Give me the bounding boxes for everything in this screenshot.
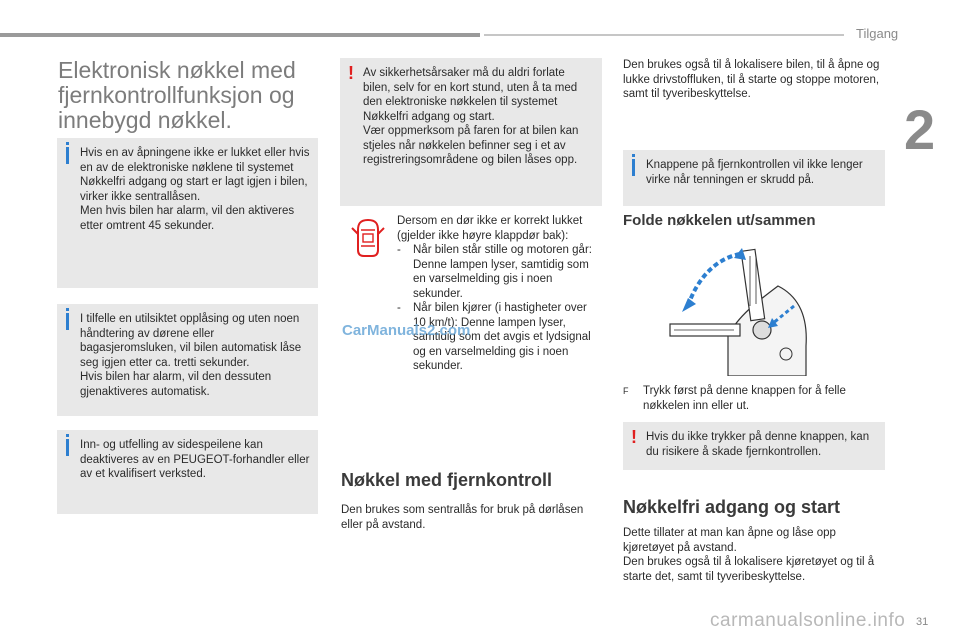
- list-item: - Når bilen står stille og motoren går: Denne lampen lyser, samtidig som en varselmelding gis i noen sekunder.: [397, 244, 592, 300]
- watermark-carmanualsonline: carmanualsonline.info: [710, 610, 906, 631]
- header-bar-thin: [484, 34, 844, 36]
- remote-key-text: Den brukes som sentrallås for bruk på dørlåsen eller på avstand.: [341, 504, 584, 531]
- info-box-text: Hvis en av åpningene ikke er lukket eller hvis en av de elektroniske nøklene til systemet Nøkkelfri adgang og start er lagt igjen i bilen, virker ikke sentrallåsen. Men hvis bilen har alarm, vil den aktiveres etter omtrent 45 sekunder.: [80, 147, 310, 232]
- info-box-ignition: [623, 150, 885, 206]
- keyless-heading: Nøkkelfri adgang og start: [623, 497, 841, 517]
- key-fold-illustration: [668, 246, 818, 376]
- warning-icon: !: [348, 63, 354, 83]
- warning-icon: !: [631, 427, 637, 447]
- info-box-doors: [57, 138, 318, 288]
- info-icon: [66, 439, 69, 456]
- remote-usage-text: Den brukes også til å lokalisere bilen, til å åpne og lukke drivstoffluken, til å starte og stoppe motoren, samt til tyveribeskyttelse.: [623, 59, 880, 100]
- keyless-text: Dette tillater at man kan åpne og låse opp kjøretøyet på avstand. Den brukes også til å lokalisere kjøretøyet og til å starte det, samt til tyveribeskyttelse.: [623, 527, 875, 583]
- chapter-number: 2: [904, 98, 936, 161]
- door-warning-intro: Dersom en dør ikke er korrekt lukket (gjelder ikke høyre klappdør bak):: [397, 215, 583, 242]
- door-warning-block: [397, 214, 602, 374]
- list-item: - Når bilen kjører (i hastigheter over 10 km/t): Denne lampen lyser, samtidig som det avgis et lydsignal og en varselmelding gis i noen sekunder.: [397, 302, 591, 372]
- warning-box-text: Hvis du ikke trykker på denne knappen, kan du risikere å skade fjernkontrollen.: [646, 431, 870, 458]
- warning-box-text: Av sikkerhetsårsaker må du aldri forlate bilen, selv for en kort stund, uten å ta med den elektroniske nøkkelen til systemet Nøkkelfri adgang og start. Vær oppmerksom på faren for at bilen kan stjeles når nøkkelen befinner seg i et av registreringsområdene og bilen låses opp.: [363, 67, 579, 166]
- info-box-mirrors: [57, 430, 318, 514]
- info-box-relock: [57, 304, 318, 416]
- fold-key-heading: Folde nøkkelen ut/sammen: [623, 212, 816, 229]
- info-icon: [66, 313, 69, 330]
- info-box-text: Inn- og utfelling av sidespeilene kan deaktiveres av en PEUGEOT-forhandler eller av et kvalifisert verksted.: [80, 439, 310, 480]
- info-box-text: I tilfelle en utilsiktet opplåsing og uten noen håndtering av dørene eller bagasjeromsluken, vil bilen automatisk låse seg igjen etter ca. tretti sekunder. Hvis bilen har alarm, vil den dessuten gjenaktiveres automatisk.: [80, 313, 302, 398]
- watermark-carmanuals: CarManuals2.com: [342, 322, 471, 339]
- info-box-text: Knappene på fjernkontrollen vil ikke lenger virke når tenningen er skrudd på.: [646, 159, 863, 186]
- door-open-warning-lamp-icon: [350, 216, 386, 260]
- warning-box-button: [623, 422, 885, 470]
- header-bar: [0, 33, 480, 37]
- section-label: Tilgang: [856, 26, 899, 41]
- instruction-marker: F: [623, 386, 629, 396]
- info-icon: [632, 159, 635, 176]
- page-number: 31: [916, 616, 929, 628]
- info-icon: [66, 147, 69, 164]
- remote-key-heading: Nøkkel med fjernkontroll: [341, 470, 553, 490]
- warning-box-security: [340, 58, 602, 206]
- fold-instruction: F Trykk først på denne knappen for å felle nøkkelen inn eller ut.: [623, 385, 846, 412]
- page-title: Elektronisk nøkkel med fjernkontrollfunksjon og innebygd nøkkel.: [58, 57, 296, 133]
